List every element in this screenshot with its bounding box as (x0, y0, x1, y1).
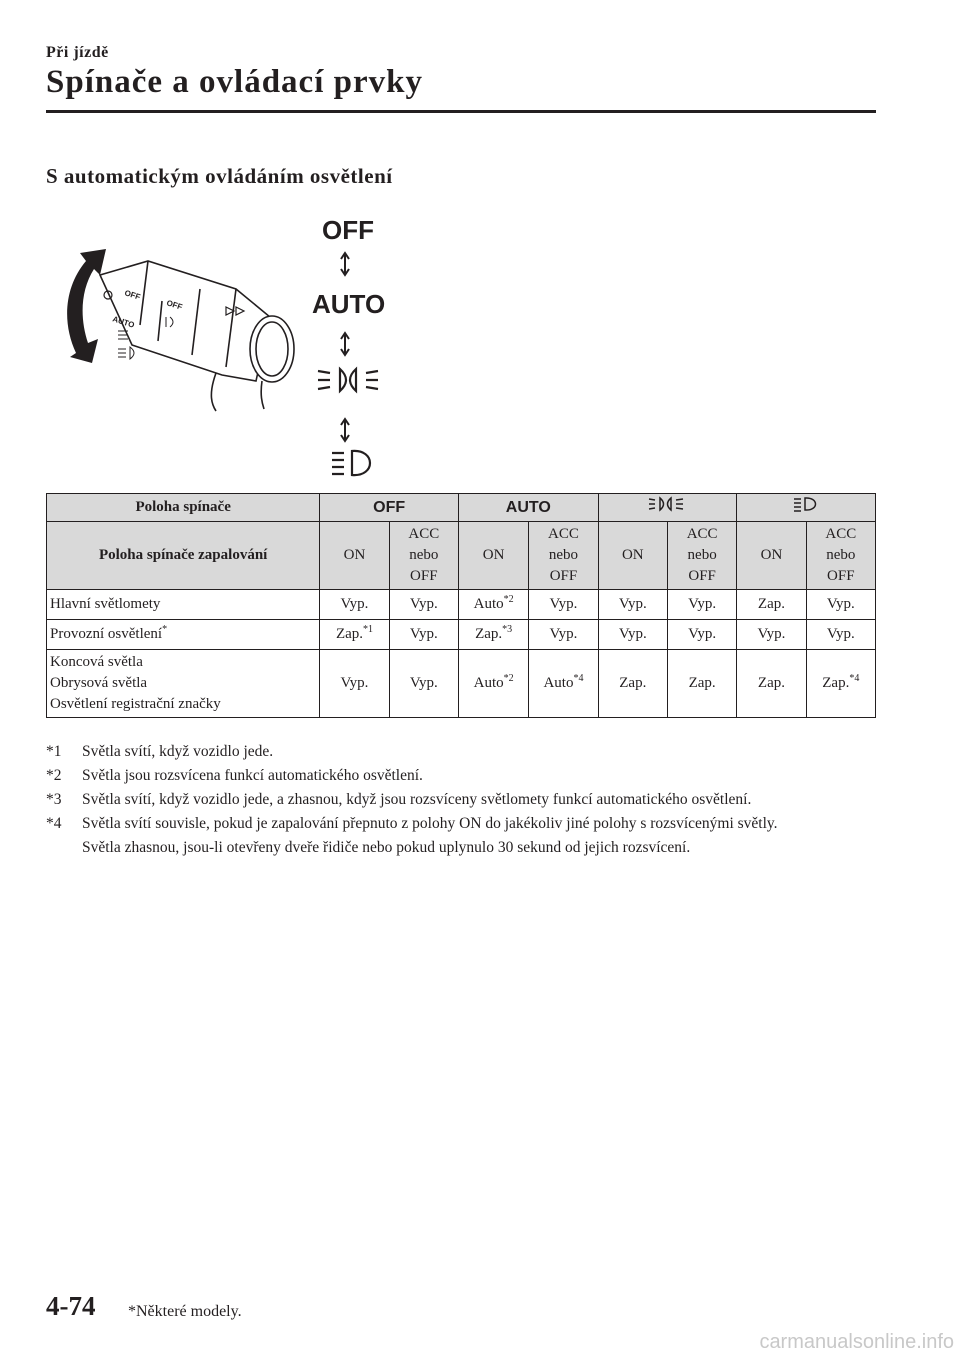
table-cell: Vyp. (598, 620, 667, 650)
row-label: Provozní osvětlení* (47, 620, 320, 650)
stalk-label-off-1: OFF (123, 288, 142, 302)
footnote-mark: *1 (46, 743, 62, 760)
ignition-cell: ACC nebo OFF (806, 522, 875, 590)
table-cell: Zap. (737, 650, 806, 718)
footer-note: *Některé modely. (128, 1303, 242, 1320)
light-switch-diagram (40, 205, 460, 490)
double-arrow-3 (341, 419, 349, 441)
row-label: Koncová světla Obrysová světla Osvětlení registrační značky (47, 650, 320, 718)
table-cell: Zap. (667, 650, 736, 718)
footnote (46, 740, 886, 764)
table-row (47, 650, 876, 718)
table-cell: Zap.$^{*4}$ (806, 650, 875, 718)
double-arrow-1 (341, 253, 349, 275)
footnote (46, 788, 886, 812)
table-cell: Vyp. (529, 590, 598, 620)
footnote-text: Světla svítí, když vozidlo jede, a zhasnou, když jsou rozsvíceny světlomety funkcí automatického osvětlení. (82, 791, 752, 808)
table-cell: Vyp. (806, 590, 875, 620)
table-cell: Zap. (737, 590, 806, 620)
table-cell: Vyp. (667, 590, 736, 620)
table-cell: Auto$^{*2}$ (458, 650, 528, 718)
table-cell: Zap.$^{*3}$ (458, 620, 528, 650)
table-cell: Auto$^{*2}$ (458, 590, 528, 620)
switch-position-header: Poloha spínače (47, 494, 320, 522)
page-title: Spínače a ovládací prvky (46, 64, 423, 100)
stalk-label-auto: AUTO (111, 314, 136, 330)
ignition-row (47, 522, 876, 590)
ignition-header: Poloha spínače zapalování (47, 522, 320, 590)
position-auto: AUTO (312, 289, 386, 319)
ignition-cell: ACC nebo OFF (667, 522, 736, 590)
ignition-cell: ON (320, 522, 389, 590)
table-row (47, 590, 876, 620)
title-rule (46, 110, 876, 113)
table-cell: Vyp. (667, 620, 736, 650)
stalk-headlight-icon (118, 347, 134, 359)
headlights-icon (791, 496, 821, 512)
table-cell: Vyp. (320, 590, 389, 620)
light-status-table (46, 493, 876, 718)
subheading: S automatickým ovládáním osvětlení (46, 164, 393, 188)
switch-auto-header: AUTO (458, 494, 598, 522)
stalk-label-off-2: OFF (165, 298, 184, 312)
footnote-text: Světla svítí souvisle, pokud je zapalování přepnuto z polohy ON do jakékoliv jiné polohy s rozsvícenými světly. Světla zhasnou, jsou-li otevřeny dveře řidiče nebo pokud uplynulo 30 sekund od jejich rozsvícení. (82, 815, 778, 856)
ignition-cell: ACC nebo OFF (529, 522, 598, 590)
table-cell: Zap.$^{*1}$ (320, 620, 389, 650)
section-label: Při jízdě (46, 44, 109, 61)
table-cell: Vyp. (320, 650, 389, 718)
ignition-cell: ACC nebo OFF (389, 522, 458, 590)
switch-parking-header (598, 494, 737, 522)
footnote-mark: *3 (46, 791, 62, 808)
footnote (46, 812, 886, 860)
ignition-cell: ON (598, 522, 667, 590)
switch-position-row (47, 494, 876, 522)
table-cell: Vyp. (598, 590, 667, 620)
headlights-icon (332, 451, 370, 475)
parking-lights-icon (647, 496, 687, 512)
footnote-text: Světla svítí, když vozidlo jede. (82, 743, 274, 760)
table-cell: Vyp. (389, 650, 458, 718)
table-cell: Vyp. (389, 620, 458, 650)
parking-lights-icon (318, 369, 378, 391)
table-cell: Vyp. (529, 620, 598, 650)
rotation-arrow (67, 249, 106, 363)
footnote-mark: *2 (46, 767, 62, 784)
table-cell: Zap. (598, 650, 667, 718)
table-cell: Vyp. (389, 590, 458, 620)
footnote-mark: *4 (46, 815, 62, 832)
switch-off-header: OFF (320, 494, 459, 522)
watermark: carmanualsonline.info (759, 1331, 954, 1353)
table-cell: Auto$^{*4}$ (529, 650, 598, 718)
table-cell: Vyp. (806, 620, 875, 650)
row-label: Hlavní světlomety (47, 590, 320, 620)
stalk (100, 261, 294, 411)
table-cell: Vyp. (737, 620, 806, 650)
table-row (47, 620, 876, 650)
double-arrow-2 (341, 333, 349, 355)
page-number: 4-74 (46, 1291, 96, 1321)
ignition-cell: ON (458, 522, 528, 590)
switch-headlights-header (737, 494, 876, 522)
position-off: OFF (322, 215, 374, 245)
footnote-text: Světla jsou rozsvícena funkcí automatického osvětlení. (82, 767, 423, 784)
ignition-cell: ON (737, 522, 806, 590)
footnotes (46, 740, 886, 860)
footnote (46, 764, 886, 788)
